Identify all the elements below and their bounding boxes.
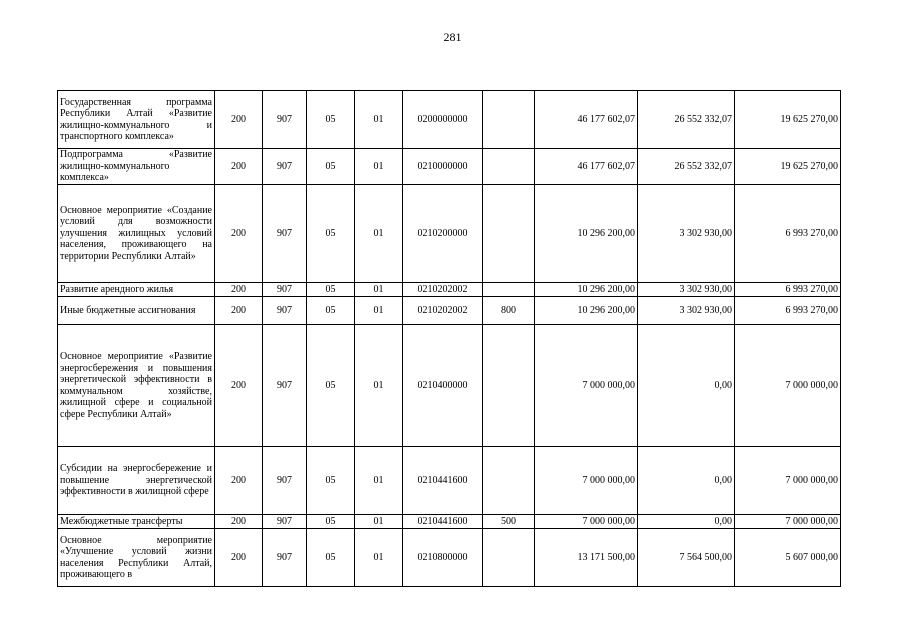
cell-vr [483, 447, 535, 515]
cell-code: 0210441600 [403, 447, 483, 515]
cell-c1: 200 [215, 529, 263, 587]
cell-c2: 907 [263, 515, 307, 529]
cell-c2: 907 [263, 185, 307, 283]
cell-code: 0210202002 [403, 283, 483, 297]
cell-vr [483, 149, 535, 185]
cell-vr [483, 91, 535, 149]
cell-c4: 01 [355, 447, 403, 515]
cell-vr: 500 [483, 515, 535, 529]
cell-c3: 05 [307, 325, 355, 447]
cell-c2: 907 [263, 447, 307, 515]
cell-sum3: 6 993 270,00 [735, 185, 841, 283]
cell-c2: 907 [263, 283, 307, 297]
cell-c3: 05 [307, 185, 355, 283]
cell-c4: 01 [355, 91, 403, 149]
table-row [58, 149, 841, 185]
cell-name: Основное мероприятие «Развитие энергосбережения и повышения энергетической эффективности в коммунальном хозяйстве, жилищной сфере и социальной сфере Республики Алтай» [58, 325, 215, 447]
cell-sum1: 7 000 000,00 [535, 325, 638, 447]
cell-c1: 200 [215, 91, 263, 149]
cell-c3: 05 [307, 91, 355, 149]
cell-vr [483, 529, 535, 587]
cell-code: 0210000000 [403, 149, 483, 185]
cell-c1: 200 [215, 325, 263, 447]
cell-sum2: 0,00 [638, 447, 735, 515]
cell-sum1: 13 171 500,00 [535, 529, 638, 587]
cell-code: 0210400000 [403, 325, 483, 447]
cell-c3: 05 [307, 149, 355, 185]
cell-c4: 01 [355, 283, 403, 297]
cell-name: Государственная программа Республики Алтай «Развитие жилищно-коммунального и транспортного комплекса» [58, 91, 215, 149]
table-row [58, 325, 841, 447]
cell-code: 0210202002 [403, 297, 483, 325]
cell-c1: 200 [215, 283, 263, 297]
cell-sum2: 26 552 332,07 [638, 149, 735, 185]
cell-c4: 01 [355, 529, 403, 587]
cell-c3: 05 [307, 447, 355, 515]
budget-table [57, 90, 841, 587]
cell-c3: 05 [307, 529, 355, 587]
cell-name: Основное мероприятие «Улучшение условий жизни населения Республики Алтай, проживающего в [58, 529, 215, 587]
cell-sum1: 10 296 200,00 [535, 297, 638, 325]
cell-sum2: 7 564 500,00 [638, 529, 735, 587]
table-row [58, 447, 841, 515]
cell-code: 0200000000 [403, 91, 483, 149]
cell-sum3: 7 000 000,00 [735, 325, 841, 447]
cell-vr [483, 185, 535, 283]
cell-sum2: 26 552 332,07 [638, 91, 735, 149]
cell-sum1: 46 177 602,07 [535, 91, 638, 149]
cell-name: Подпрограмма «Развитие жилищно-коммунального комплекса» [58, 149, 215, 185]
cell-sum3: 7 000 000,00 [735, 515, 841, 529]
cell-sum3: 6 993 270,00 [735, 283, 841, 297]
cell-vr [483, 283, 535, 297]
cell-name: Межбюджетные трансферты [58, 515, 215, 529]
table-row [58, 297, 841, 325]
cell-sum2: 3 302 930,00 [638, 185, 735, 283]
cell-c3: 05 [307, 515, 355, 529]
cell-sum3: 19 625 270,00 [735, 149, 841, 185]
cell-c1: 200 [215, 185, 263, 283]
cell-code: 0210800000 [403, 529, 483, 587]
cell-sum1: 46 177 602,07 [535, 149, 638, 185]
cell-vr: 800 [483, 297, 535, 325]
cell-sum2: 3 302 930,00 [638, 283, 735, 297]
table-row [58, 283, 841, 297]
table-row [58, 529, 841, 587]
cell-c2: 907 [263, 325, 307, 447]
cell-sum1: 7 000 000,00 [535, 447, 638, 515]
cell-c3: 05 [307, 297, 355, 325]
cell-sum1: 7 000 000,00 [535, 515, 638, 529]
cell-sum2: 3 302 930,00 [638, 297, 735, 325]
page-number: 281 [443, 30, 462, 44]
cell-sum3: 6 993 270,00 [735, 297, 841, 325]
cell-sum3: 7 000 000,00 [735, 447, 841, 515]
cell-c1: 200 [215, 447, 263, 515]
cell-c4: 01 [355, 185, 403, 283]
cell-c1: 200 [215, 515, 263, 529]
cell-c1: 200 [215, 149, 263, 185]
cell-c2: 907 [263, 149, 307, 185]
cell-name: Субсидии на энергосбережение и повышение энергетической эффективности в жилищной сфере [58, 447, 215, 515]
cell-c4: 01 [355, 515, 403, 529]
cell-c2: 907 [263, 297, 307, 325]
cell-sum3: 19 625 270,00 [735, 91, 841, 149]
cell-code: 0210200000 [403, 185, 483, 283]
cell-sum3: 5 607 000,00 [735, 529, 841, 587]
cell-c4: 01 [355, 149, 403, 185]
cell-code: 0210441600 [403, 515, 483, 529]
cell-c1: 200 [215, 297, 263, 325]
cell-name: Иные бюджетные ассигнования [58, 297, 215, 325]
cell-sum1: 10 296 200,00 [535, 283, 638, 297]
cell-c4: 01 [355, 297, 403, 325]
cell-name: Основное мероприятие «Создание условий для возможности улучшения жилищных условий населения, проживающего на территории Республики Алтай» [58, 185, 215, 283]
cell-sum2: 0,00 [638, 325, 735, 447]
table-row [58, 185, 841, 283]
cell-c3: 05 [307, 283, 355, 297]
table-row [58, 515, 841, 529]
cell-sum2: 0,00 [638, 515, 735, 529]
cell-sum1: 10 296 200,00 [535, 185, 638, 283]
cell-c2: 907 [263, 91, 307, 149]
table-row [58, 91, 841, 149]
cell-c4: 01 [355, 325, 403, 447]
cell-name: Развитие арендного жилья [58, 283, 215, 297]
cell-c2: 907 [263, 529, 307, 587]
cell-vr [483, 325, 535, 447]
